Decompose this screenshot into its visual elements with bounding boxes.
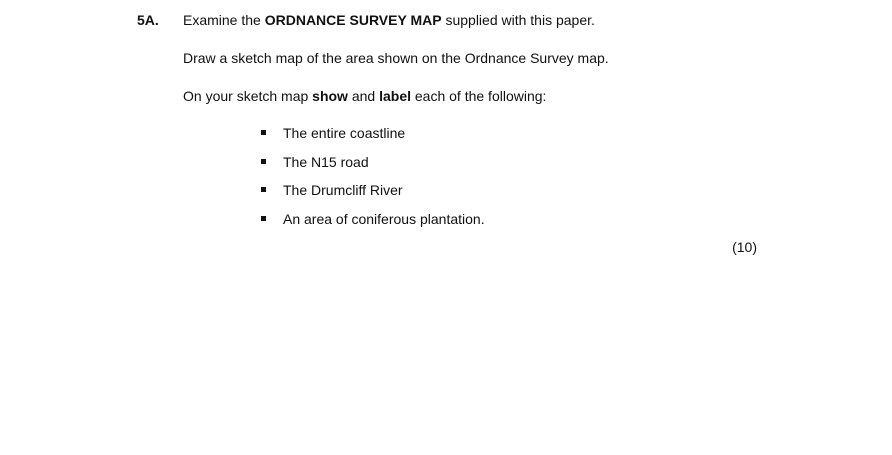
- instruction-label-post: each of the following:: [411, 88, 547, 104]
- instruction-label-pre: On your sketch map: [183, 88, 313, 104]
- bullet-icon: [261, 216, 266, 221]
- list-item: [260, 153, 485, 182]
- list-item-text: The N15 road: [283, 153, 369, 170]
- bullet-icon: [261, 130, 266, 135]
- instruction-examine-bold: ORDNANCE SURVEY MAP: [264, 12, 442, 28]
- marks-allocation: (10): [732, 239, 757, 255]
- list-item: [260, 181, 485, 210]
- list-item-text: The Drumcliff River: [283, 182, 403, 198]
- list-item-text: An area of coniferous plantation.: [283, 210, 485, 227]
- required-features-list: [260, 124, 485, 238]
- instruction-label: [183, 87, 546, 105]
- instruction-examine: [183, 11, 595, 29]
- bullet-icon: [261, 159, 266, 164]
- list-item: [260, 210, 485, 239]
- instruction-label-mid: and: [347, 88, 380, 104]
- list-item-text: The entire coastline: [283, 125, 406, 141]
- list-item: [260, 124, 485, 153]
- instruction-examine-post: supplied with this paper.: [441, 12, 595, 28]
- question-number: 5A.: [137, 12, 159, 28]
- instruction-label-show: show: [312, 88, 348, 104]
- instruction-examine-pre: Examine the: [183, 12, 265, 28]
- instruction-label-label: label: [379, 88, 411, 104]
- bullet-icon: [261, 187, 266, 192]
- instruction-draw: Draw a sketch map of the area shown on the Ordnance Survey map.: [183, 50, 609, 66]
